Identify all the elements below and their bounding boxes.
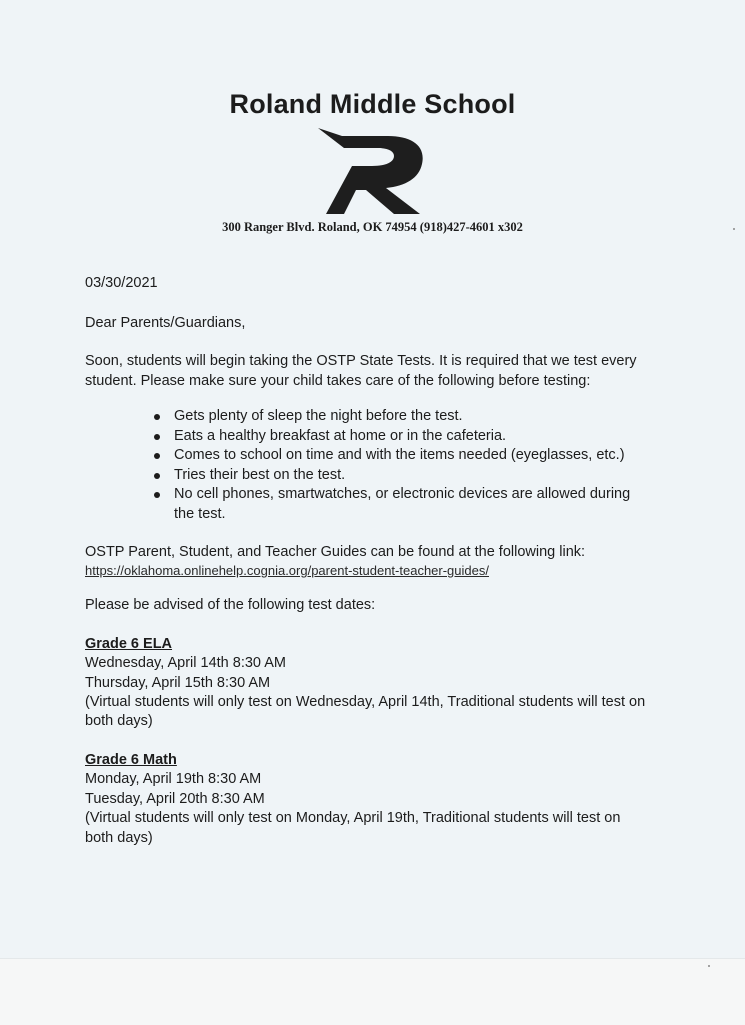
school-address: 300 Ranger Blvd. Roland, OK 74954 (918)427-4601 x302: [222, 220, 523, 234]
list-item: No cell phones, smartwatches, or electronic devices are allowed during the test.: [150, 485, 630, 524]
greeting: Dear Parents/Guardians,: [85, 315, 246, 331]
letter-date: 03/30/2021: [85, 275, 158, 291]
math-note-line-2: both days): [85, 830, 153, 846]
ela-note-line-1: (Virtual students will only test on Wednesday, April 14th, Traditional students will test on: [85, 694, 646, 710]
scan-speck: [708, 965, 710, 967]
list-item: Tries their best on the test.: [150, 466, 630, 486]
section-heading-ela: Grade 6 ELA: [85, 636, 173, 652]
ela-note-line-2: both days): [85, 713, 153, 729]
intro-line-2: student. Please make sure your child takes care of the following before testing:: [85, 373, 591, 389]
section-heading-math: Grade 6 Math: [85, 752, 177, 768]
scan-margin: [0, 958, 745, 1025]
school-name: Roland Middle School: [229, 89, 516, 119]
math-note-line-1: (Virtual students will only test on Monday, April 19th, Traditional students will test on: [85, 810, 621, 826]
intro-line-1: Soon, students will begin taking the OSTP State Tests. It is required that we test every: [85, 353, 637, 369]
ela-date-2: Thursday, April 15th 8:30 AM: [85, 675, 271, 691]
checklist: [150, 407, 630, 524]
math-date-2: Tuesday, April 20th 8:30 AM: [85, 791, 265, 807]
list-item: Gets plenty of sleep the night before the test.: [150, 407, 630, 427]
dates-intro: Please be advised of the following test dates:: [85, 597, 376, 613]
scan-speck: [733, 228, 735, 230]
r-logo-icon: [316, 126, 428, 218]
guides-link[interactable]: https://oklahoma.onlinehelp.cognia.org/parent-student-teacher-guides/: [85, 563, 489, 578]
guides-text: OSTP Parent, Student, and Teacher Guides can be found at the following link:: [85, 544, 586, 560]
list-item: Comes to school on time and with the items needed (eyeglasses, etc.): [150, 446, 630, 466]
list-item: Eats a healthy breakfast at home or in the cafeteria.: [150, 427, 630, 447]
ela-date-1: Wednesday, April 14th 8:30 AM: [85, 655, 286, 671]
math-date-1: Monday, April 19th 8:30 AM: [85, 771, 262, 787]
